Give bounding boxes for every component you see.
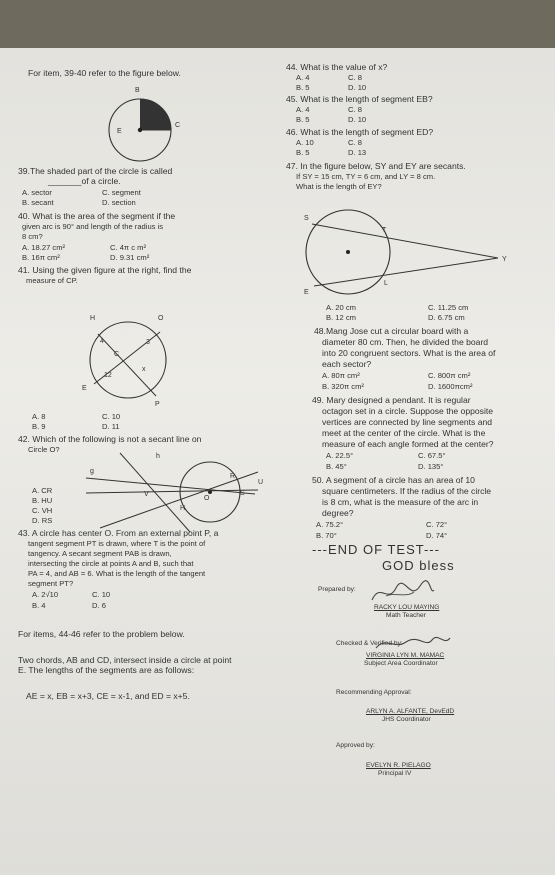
q49-line2: octagon set in a circle. Suppose the opposite: [322, 406, 494, 416]
q39-line2: _______of a circle.: [48, 176, 121, 186]
q49-line5: measure of each angle formed at the center?: [322, 439, 494, 449]
q42-option-b: B. HU: [32, 496, 53, 505]
q39-option-a: A. sector: [22, 188, 52, 197]
q44: 44. What is the value of x?: [286, 62, 388, 72]
q48-line1: 48.Mang Jose cut a circular board with a: [314, 326, 469, 336]
q43-line1: 43. A circle has center O. From an external point P, a: [18, 528, 219, 538]
q40-line3: 8 cm?: [22, 232, 43, 241]
q47-option-a: A. 20 cm: [326, 303, 356, 312]
q40-option-a: A. 18.27 cm²: [22, 243, 66, 252]
approved-title: Principal IV: [378, 770, 412, 777]
prepared-name: RACKY LOU MAYING: [374, 604, 440, 611]
q39-option-c: C. segment: [102, 188, 141, 197]
q47-line1: 47. In the figure below, SY and EY are secants.: [286, 161, 466, 171]
q42-option-d: D. RS: [32, 516, 53, 525]
q50-option-b: B. 70°: [316, 531, 337, 540]
god-bless: GOD bless: [382, 558, 455, 573]
q42-line2: Circle O?: [28, 445, 60, 454]
fig2-label-c: C: [114, 351, 120, 358]
q49-line3: vertices are connected by line segments and: [322, 417, 493, 427]
q39-line1: 39.The shaded part of the circle is called: [18, 166, 173, 176]
q45-option-c: C. 8: [348, 105, 362, 114]
fig3-label-h: H: [180, 505, 186, 512]
q40-option-b: B. 16π cm²: [22, 253, 60, 262]
q50-option-d: D. 74°: [426, 531, 448, 540]
q46-option-a: A. 10: [296, 138, 314, 147]
q48-option-d: D. 1600πcm²: [428, 382, 473, 391]
q47-line3: What is the length of EY?: [296, 182, 382, 191]
q46-option-c: C. 8: [348, 138, 362, 147]
problem-line2: E. The lengths of the segments are as follows:: [18, 665, 195, 675]
q46: 46. What is the length of segment ED?: [286, 127, 434, 137]
q41-option-a: A. 8: [32, 412, 46, 421]
recommending-title: JHS Coordinator: [382, 716, 431, 723]
q48-option-a: A. 80π cm²: [322, 371, 360, 380]
q39-option-d: D. section: [102, 198, 136, 207]
q43-line4: intersecting the circle at points A and B, such that: [28, 559, 194, 568]
q49-option-b: B. 45°: [326, 462, 347, 471]
q39-option-b: B. secant: [22, 198, 54, 207]
q43-option-d: D. 6: [92, 601, 106, 610]
fig4-label-t: T: [382, 227, 387, 234]
q43-line6: segment PT?: [28, 579, 74, 588]
q45-option-d: D. 10: [348, 115, 367, 124]
figure-3-circle-lines: [80, 448, 270, 533]
fig2-label-e: E: [82, 385, 87, 392]
recommending-label: Recommending Approval:: [336, 689, 412, 696]
q48-option-c: C. 800π cm²: [428, 371, 471, 380]
q41-option-c: C. 10: [102, 412, 121, 421]
q42-option-a: A. CR: [32, 486, 53, 495]
prepared-signature: [368, 578, 438, 606]
approved-name: EVELYN R. PIELAGO: [366, 762, 431, 769]
fig3-label-g: g: [90, 468, 94, 475]
q44-option-a: A. 4: [296, 73, 310, 82]
fig4-label-s: S: [304, 215, 309, 222]
q49-option-a: A. 22.5°: [326, 451, 354, 460]
q48-line2: diameter 80 cm. Then, he divided the board: [322, 337, 489, 347]
q49-option-d: D. 135°: [418, 462, 444, 471]
q45: 45. What is the length of segment EB?: [286, 94, 433, 104]
q50-option-c: C. 72°: [426, 520, 448, 529]
q49-line1: 49. Mary designed a pendant. It is regular: [312, 395, 471, 405]
checked-label: Checked & Verified by:: [336, 640, 403, 647]
q50-line3: is 8 cm, what is the measure of the arc in: [322, 497, 479, 507]
q42-option-c: C. VH: [32, 506, 53, 515]
q44-option-c: C. 8: [348, 73, 362, 82]
q41-line1: 41. Using the given figure at the right, find the: [18, 265, 192, 275]
recommending-name: ARLYN A. ALFANTE, DevEdD: [366, 708, 455, 715]
q48-line3: into 20 congruent sectors. What is the area of: [322, 348, 496, 358]
intro2-text: For items, 44-46 refer to the problem below.: [18, 629, 185, 639]
fig3-label-v: V: [144, 491, 149, 498]
fig3-label-s: S: [240, 490, 245, 497]
q46-option-d: D. 13: [348, 148, 367, 157]
fig2-label-3: 3: [146, 339, 150, 346]
fig2-label-x: x: [142, 366, 146, 373]
q43-option-b: B. 4: [32, 601, 46, 610]
problem-line1: Two chords, AB and CD, intersect inside a circle at point: [18, 655, 232, 665]
checked-signature: [372, 632, 452, 654]
q40-option-d: D. 9.31 cm²: [110, 253, 150, 262]
q50-line2: square centimeters. If the radius of the circle: [322, 486, 492, 496]
fig4-label-y: Y: [502, 256, 507, 263]
prepared-title: Math Teacher: [386, 612, 426, 619]
q49-line4: meet at the center of the circle. What is the: [322, 428, 486, 438]
q40-line2: given arc is 90° and length of the radius is: [22, 222, 164, 231]
fig3-label-h-lower: h: [156, 453, 160, 460]
fig1-label-e: E: [117, 128, 122, 135]
fig3-label-o: O: [204, 495, 210, 502]
end-of-test: ---END OF TEST---: [312, 542, 440, 557]
intro-text: For item, 39-40 refer to the figure below.: [28, 68, 181, 78]
q44-option-d: D. 10: [348, 83, 367, 92]
q40-option-c: C. 4π c m²: [110, 243, 147, 252]
q50-line4: degree?: [322, 508, 354, 518]
q48-line4: each sector?: [322, 359, 372, 369]
figure-1-circle: [95, 82, 185, 174]
fig4-label-l: L: [384, 280, 388, 287]
fig3-label-r: R: [230, 473, 236, 480]
q41-option-d: D. 11: [102, 422, 120, 431]
fig2-label-p: P: [155, 401, 160, 408]
q47-option-b: B. 12 cm: [326, 313, 356, 322]
q40-line1: 40. What is the area of the segment if the: [18, 211, 176, 221]
fig2-label-h: H: [90, 315, 96, 322]
q46-option-b: B. 5: [296, 148, 310, 157]
prepared-by-label: Prepared by:: [318, 586, 356, 593]
q43-option-a: A. 2√10: [32, 590, 59, 599]
problem-line3: AE = x, EB = x+3, CE = x-1, and ED = x+5.: [26, 691, 190, 701]
q48-option-b: B. 320π cm²: [322, 382, 364, 391]
q43-option-c: C. 10: [92, 590, 111, 599]
exam-paper: [0, 48, 555, 875]
q50-option-a: A. 75.2°: [316, 520, 344, 529]
fig2-label-12: 12: [104, 372, 112, 379]
checked-name: VIRGINIA LYN M. MAMAC: [366, 652, 445, 659]
fig4-label-e: E: [304, 289, 309, 296]
fig3-label-u: U: [258, 479, 264, 486]
q42-line1: 42. Which of the following is not a secant line on: [18, 434, 202, 444]
q43-line5: PA = 4, and AB = 6. What is the length of the tangent: [28, 569, 206, 578]
q47-line2: If SY = 15 cm, TY = 6 cm, and LY = 8 cm.: [296, 172, 436, 181]
figure-2-intersecting-chords: [76, 310, 186, 410]
approved-label: Approved by:: [336, 742, 375, 749]
fig2-label-o: O: [158, 315, 164, 322]
q41-line2: measure of CP.: [26, 276, 78, 285]
q43-line2: tangent segment PT is drawn, where T is the point of: [28, 539, 206, 548]
q50-line1: 50. A segment of a circle has an area of 10: [312, 475, 475, 485]
q45-option-b: B. 5: [296, 115, 310, 124]
q45-option-a: A. 4: [296, 105, 310, 114]
figure-4-secants: [300, 206, 520, 296]
checked-title: Subject Area Coordinator: [364, 660, 438, 667]
q44-option-b: B. 5: [296, 83, 310, 92]
fig2-label-4: 4: [100, 338, 104, 345]
q41-option-b: B. 9: [32, 422, 46, 431]
q43-line3: tangency. A secant segment PAB is drawn,: [28, 549, 172, 558]
q49-option-c: C. 67.5°: [418, 451, 446, 460]
fig1-label-b: B: [135, 87, 140, 94]
q47-option-c: C. 11.25 cm: [428, 303, 469, 312]
q47-option-d: D. 6.75 cm: [428, 313, 465, 322]
fig1-label-c: C: [175, 122, 181, 129]
